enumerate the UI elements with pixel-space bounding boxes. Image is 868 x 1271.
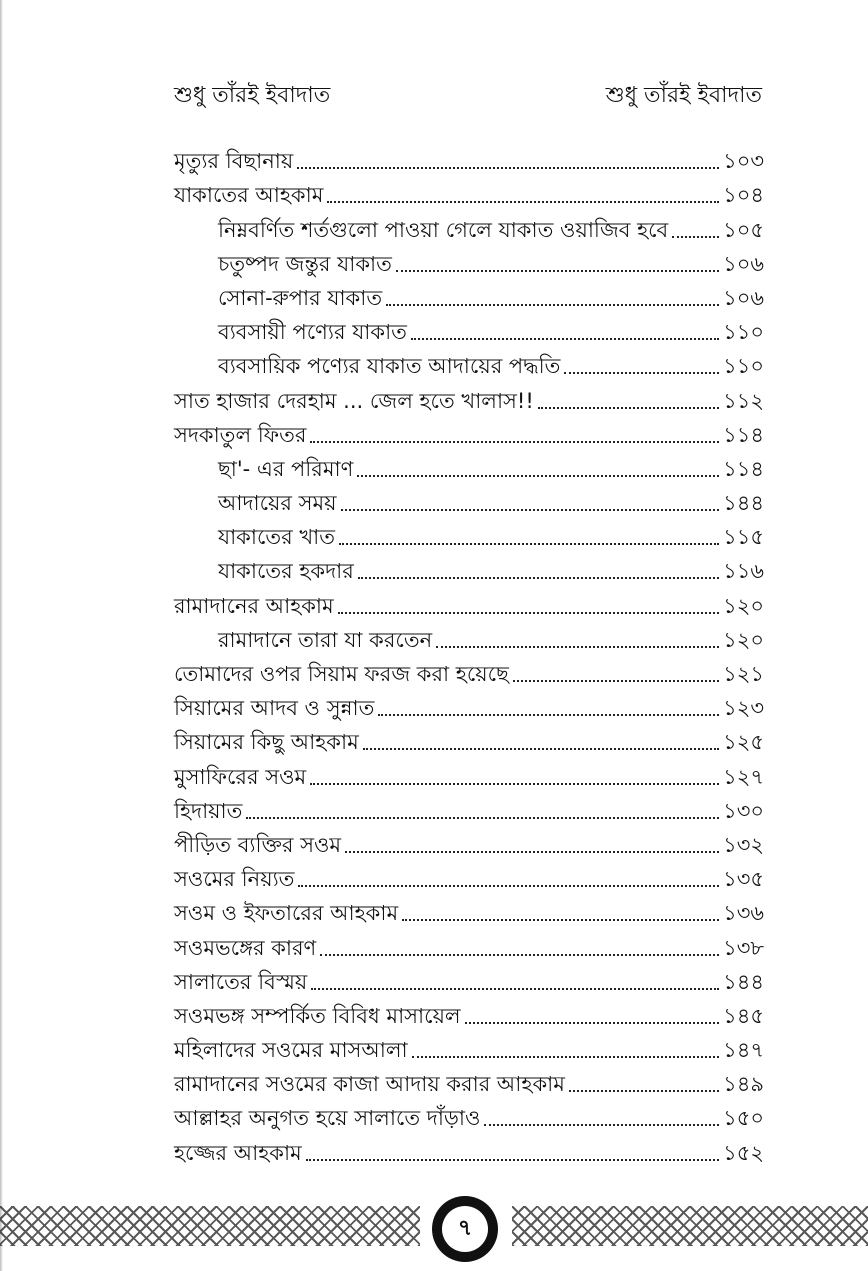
dot-leader [345, 851, 719, 853]
dot-leader [672, 236, 719, 238]
dot-leader [310, 783, 719, 785]
toc-entry-page: ১৩২ [723, 832, 764, 857]
dot-leader [484, 1124, 719, 1126]
dot-leader [358, 577, 719, 579]
dot-leader [341, 509, 720, 511]
toc-entry-page: ১৩০ [723, 798, 764, 823]
toc-entry-title: মুসাফিরের সওম [174, 764, 307, 789]
toc-entry[interactable] [174, 890, 764, 924]
toc-entry-page: ১১০ [723, 320, 764, 345]
toc-entry[interactable] [174, 1061, 764, 1095]
toc-entry-page: ১৪৪ [723, 491, 764, 516]
toc-entry-title: সওমভঙ্গ সম্পর্কিত বিবিধ মাসায়েল [174, 1003, 461, 1028]
toc-entry[interactable] [174, 275, 764, 309]
toc-entry-title: তোমাদের ওপর সিয়াম ফরজ করা হয়েছে [174, 662, 509, 686]
toc-entry-title: সাত হাজার দেরহাম ... জেল হতে খালাস!! [174, 388, 534, 413]
toc-entry-title: রামাদানে তারা যা করতেন [218, 627, 433, 652]
dot-leader [311, 988, 719, 990]
dot-leader [363, 748, 719, 750]
toc-entry[interactable] [174, 309, 764, 343]
toc-entry[interactable] [174, 651, 764, 685]
toc-entry[interactable] [174, 343, 764, 377]
toc-entry-page: ১২৭ [723, 764, 764, 789]
toc-entry-title: যাকাতের খাত [218, 525, 336, 550]
dot-leader [246, 817, 719, 819]
dot-leader [357, 475, 719, 477]
ornament-band-left [0, 1206, 420, 1246]
toc-entry-page: ১৩৬ [723, 901, 764, 926]
running-header [174, 78, 762, 115]
header-right: শুধু তাঁরই ইবাদাত [605, 83, 762, 108]
toc-entry-page: ১১৪ [723, 456, 764, 481]
toc-entry-title: সিয়ামের কিছু আহকাম [174, 730, 359, 755]
dot-leader [569, 1090, 719, 1092]
toc-entry[interactable] [174, 548, 764, 582]
toc-entry-page: ১০৩ [723, 149, 764, 174]
toc-entry-title: সওমের নিয়্যত [174, 867, 295, 892]
toc-entry-page: ১০৬ [723, 285, 764, 310]
ornament-band-right [512, 1206, 868, 1246]
toc-entry[interactable] [174, 617, 764, 651]
toc-entry[interactable] [174, 788, 764, 822]
toc-entry-title: রামাদানের সওমের কাজা আদায় করার আহকাম [174, 1072, 565, 1097]
toc-entry-page: ১৪৭ [723, 1038, 764, 1063]
toc-entry-page: ১১০ [723, 354, 764, 379]
toc-entry-title: নিম্নবর্ণিত শর্তগুলো পাওয়া গেলে যাকাত ওয়াজিব হবে [218, 217, 669, 242]
toc-entry-page: ১২০ [723, 627, 764, 652]
toc-entry[interactable] [174, 959, 764, 993]
toc-entry-page: ১২৫ [723, 730, 764, 755]
toc-entry[interactable] [174, 514, 764, 548]
toc-entry-title: মৃত্যুর বিছানায় [174, 149, 294, 174]
toc-entry-title: পীড়িত ব্যক্তির সওম [174, 832, 342, 857]
toc-entry-page: ১৪৫ [723, 1003, 764, 1028]
toc-entry-page: ১০৪ [723, 183, 764, 208]
page-edge [0, 0, 3, 1271]
toc-entry-title: সওমভঙ্গের কারণ [174, 935, 317, 960]
toc-entry-title: রামাদানের আহকাম [174, 593, 334, 618]
page-number-medallion [432, 1196, 498, 1262]
dot-leader [310, 441, 719, 443]
toc-entry-page: ১৪৯ [723, 1072, 764, 1097]
toc-entry-title: চতুষ্পদ জন্তুর যাকাত [218, 251, 392, 276]
dot-leader [396, 270, 719, 272]
toc-entry-title: যাকাতের আহকাম [174, 183, 324, 208]
toc-entry-page: ১১৪ [723, 422, 764, 447]
toc-entry[interactable] [174, 138, 764, 172]
toc-entry-page: ১১৬ [723, 559, 764, 584]
toc-entry-page: ১৩৫ [723, 867, 764, 892]
toc-entry-page: ১০৫ [723, 217, 764, 242]
toc-entry-page: ১১২ [723, 388, 764, 413]
toc-entry-page: ১২১ [723, 662, 764, 686]
toc-entry-title: সওম ও ইফতারের আহকাম [174, 901, 399, 926]
toc-entry-title: ব্যবসায়ী পণ্যের যাকাত [218, 320, 407, 345]
toc-entry[interactable] [174, 924, 764, 958]
footer-ornament [0, 1196, 868, 1256]
toc-entry-title: আদায়ের সময় [218, 491, 337, 516]
dot-leader [338, 612, 719, 614]
dot-leader [538, 407, 719, 409]
toc-entry-title: সোনা-রুপার যাকাত [218, 285, 383, 310]
dot-leader [564, 372, 719, 374]
dot-leader [513, 680, 719, 682]
dot-leader [327, 201, 719, 203]
dot-leader [436, 646, 719, 648]
toc-entry-title: হিদায়াত [174, 798, 243, 823]
toc-entry[interactable] [174, 856, 764, 890]
toc-entry[interactable] [174, 480, 764, 514]
toc-entry-page: ১০৬ [723, 251, 764, 276]
table-of-contents [174, 138, 764, 1164]
dot-leader [297, 167, 719, 169]
toc-entry-title: আল্লাহর অনুগত হয়ে সালাতে দাঁড়াও [174, 1106, 481, 1131]
toc-entry[interactable] [174, 446, 764, 480]
toc-entry-page: ১১৫ [723, 525, 764, 550]
header-left: শুধু তাঁরই ইবাদাত [174, 83, 331, 108]
toc-entry[interactable] [174, 206, 764, 240]
dot-leader [386, 304, 719, 306]
dot-leader [465, 1022, 720, 1024]
toc-entry-title: ব্যবসায়িক পণ্যের যাকাত আদায়ের পদ্ধতি [218, 354, 561, 379]
toc-entry[interactable] [174, 719, 764, 753]
toc-entry[interactable] [174, 822, 764, 856]
toc-entry-page: ১৫২ [723, 1140, 764, 1165]
dot-leader [320, 954, 719, 956]
toc-entry-title: সদকাতুল ফিতর [174, 422, 307, 447]
toc-entry-page: ১২৩ [723, 696, 764, 721]
toc-entry[interactable] [174, 1095, 764, 1129]
dot-leader [411, 338, 719, 340]
toc-entry-title: হজ্জের আহকাম [174, 1140, 302, 1165]
toc-entry-title: ছা'- এর পরিমাণ [218, 456, 354, 481]
toc-entry[interactable] [174, 377, 764, 411]
dot-leader [412, 1056, 719, 1058]
toc-entry[interactable] [174, 753, 764, 787]
dot-leader [306, 1159, 719, 1161]
toc-entry[interactable] [174, 172, 764, 206]
dot-leader [402, 919, 719, 921]
toc-entry-page: ১৩৮ [723, 935, 764, 960]
toc-entry[interactable] [174, 685, 764, 719]
toc-entry[interactable] [174, 1129, 764, 1163]
toc-entry-title: যাকাতের হকদার [218, 559, 354, 584]
toc-entry-title: সালাতের বিস্ময় [174, 969, 308, 994]
dot-leader [298, 885, 719, 887]
toc-entry-page: ১২০ [723, 593, 764, 618]
toc-entry[interactable] [174, 412, 764, 446]
toc-entry[interactable] [174, 1027, 764, 1061]
toc-entry[interactable] [174, 993, 764, 1027]
toc-entry-page: ১৫০ [723, 1106, 764, 1131]
toc-entry[interactable] [174, 582, 764, 616]
toc-entry-page: ১৪৪ [723, 969, 764, 994]
toc-entry-title: সিয়ামের আদব ও সুন্নাত [174, 696, 375, 721]
dot-leader [339, 543, 719, 545]
dot-leader [378, 714, 719, 716]
toc-entry-title: মহিলাদের সওমের মাসআলা [174, 1038, 408, 1063]
toc-entry[interactable] [174, 241, 764, 275]
page-number: ৭ [457, 1215, 473, 1241]
